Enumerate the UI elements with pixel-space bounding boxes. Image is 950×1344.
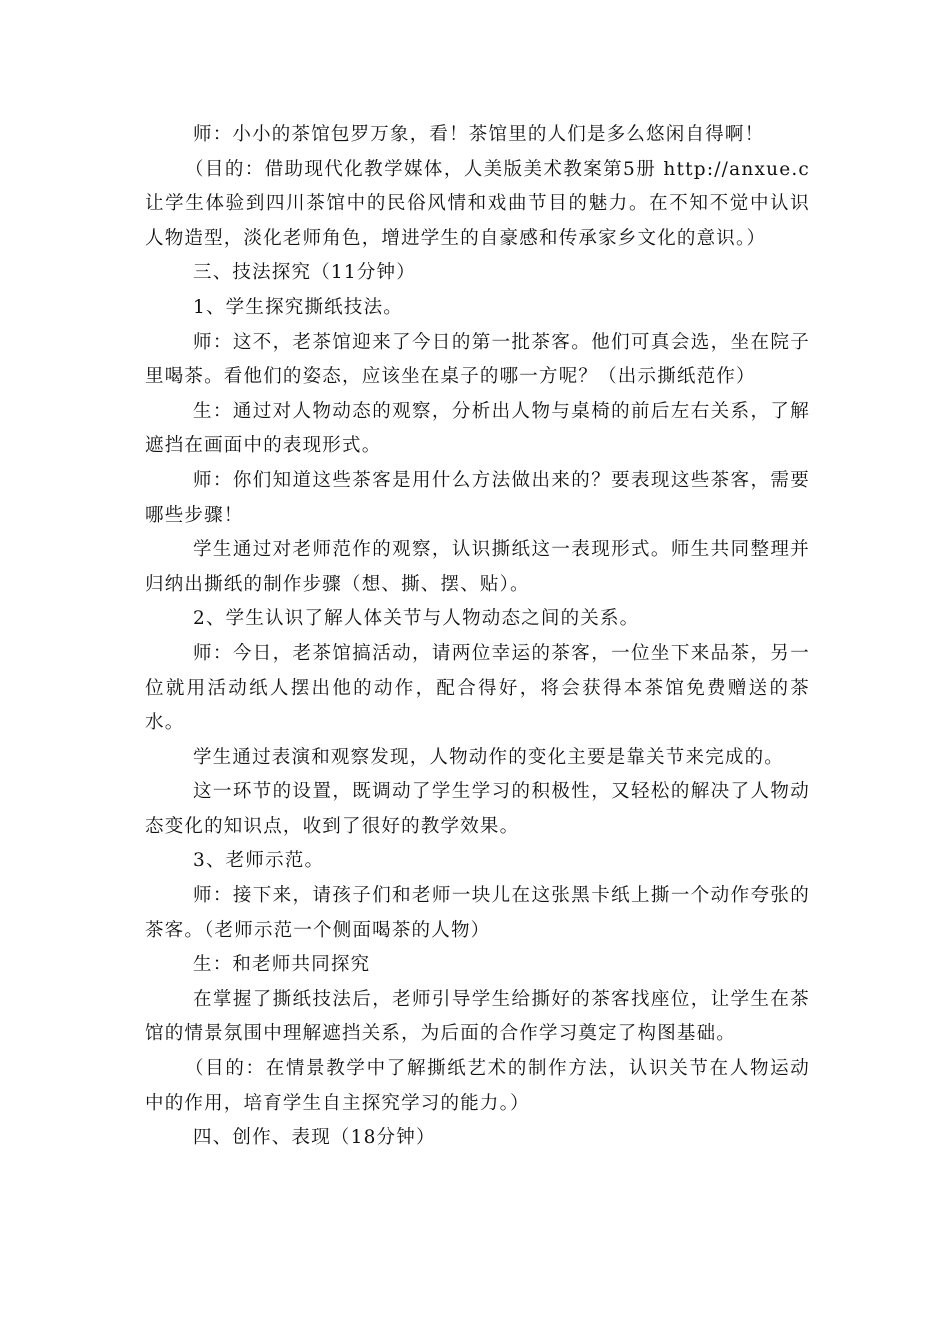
subsection-heading: 3、老师示范。	[193, 850, 325, 872]
paragraph: 师：你们知道这些茶客是用什么方法做出来的？要表现这些茶客，需要哪些步骤！	[145, 469, 810, 526]
paragraph: 这一环节的设置，既调动了学生学习的积极性，又轻松的解决了人物动态变化的知识点，收到了很好的教学效果。	[145, 781, 810, 837]
subsection-heading: 2、学生认识了解人体关节与人物动态之间的关系。	[193, 608, 640, 630]
paragraph: （目的：在情景教学中了解撕纸艺术的制作方法，认识关节在人物运动中的作用，培育学生自主探究学习的能力。）	[145, 1058, 810, 1114]
paragraph: 师：这不，老茶馆迎来了今日的第一批茶客。他们可真会选，坐在院子里喝茶。看他们的姿态，应该坐在桌子的哪一方呢？（出示撕纸范作）	[145, 331, 810, 388]
section-heading: 四、创作、表现（18分钟）	[193, 1127, 436, 1149]
paragraph: 学生通过表演和观察发现，人物动作的变化主要是靠关节来完成的。	[193, 746, 785, 768]
paragraph: 生：和老师共同探究	[193, 954, 371, 976]
subsection-heading: 1、学生探究撕纸技法。	[193, 296, 403, 318]
paragraph: 师：今日，老茶馆搞活动，请两位幸运的茶客，一位坐下来品茶，另一位就用活动纸人摆出他的动作，配合得好，将会获得本茶馆免费赠送的茶水。	[145, 642, 810, 734]
section-heading: 三、技法探究（11分钟）	[193, 262, 416, 284]
paragraph: （目的：借助现代化教学媒体，人美版美术教案第5册 http://anxue.c 让学生体验到四川茶馆中的民俗风情和戏曲节目的魅力。在不知不觉中认识人物造型，淡化老师角色，增进学生的自豪感和传承家乡文化的意识。）	[145, 158, 810, 249]
paragraph: 学生通过对老师范作的观察，认识撕纸这一表现形式。师生共同整理并归纳出撕纸的制作步骤（想、撕、摆、贴）。	[145, 539, 810, 595]
document-body	[145, 118, 810, 1156]
paragraph: 生：通过对人物动态的观察，分析出人物与桌椅的前后左右关系，了解遮挡在画面中的表现形式。	[145, 400, 810, 457]
paragraph: 师：接下来，请孩子们和老师一块儿在这张黑卡纸上撕一个动作夸张的茶客。（老师示范一个侧面喝茶的人物）	[145, 885, 810, 941]
paragraph: 师：小小的茶馆包罗万象，看！茶馆里的人们是多么悠闲自得啊！	[193, 124, 765, 145]
paragraph: 在掌握了撕纸技法后，老师引导学生给撕好的茶客找座位，让学生在茶馆的情景氛围中理解遮挡关系，为后面的合作学习奠定了构图基础。	[145, 988, 810, 1045]
